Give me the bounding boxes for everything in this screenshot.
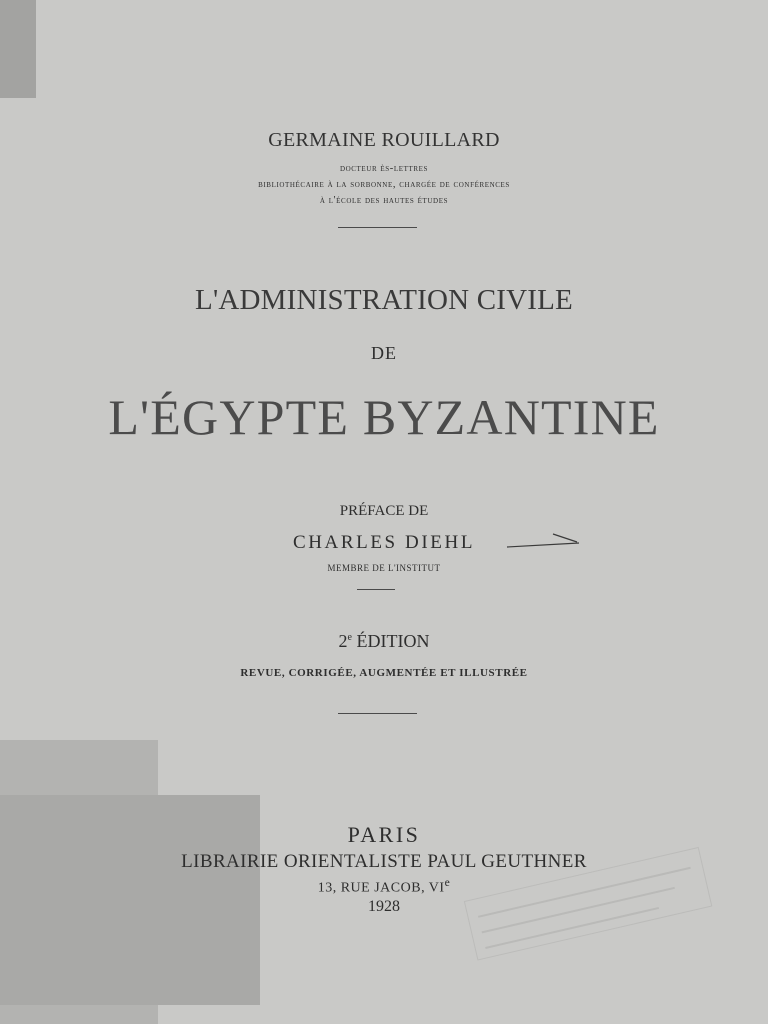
author-name: GERMAINE ROUILLARD [268,129,500,151]
address-text: 13, RUE JACOB, VI [317,880,445,896]
preface-label: PRÉFACE DE [339,503,429,519]
edition-note: REVUE, CORRIGÉE, AUGMENTÉE ET ILLUSTRÉE [240,667,528,679]
edition-suffix: e [347,632,352,643]
divider-rule [357,589,395,590]
author-credential-1: docteur ès-lettres [339,163,429,174]
author-credential-3: à l'école des hautes études [319,195,449,206]
edition-number: 2 [338,631,348,651]
paper-tab [0,0,36,98]
address-suffix: e [444,876,451,889]
pen-mark [505,530,585,552]
book-title-line-1: L'ADMINISTRATION CIVILE [195,284,573,316]
book-title-connector: DE [371,343,397,363]
book-title-line-2: L'ÉGYPTE BYZANTINE [108,389,660,445]
author-credential-2: bibliothécaire à la sorbonne, chargée de conférences [258,179,510,190]
divider-rule [338,227,417,228]
divider-rule [338,713,417,714]
publication-year: 1928 [368,898,400,915]
publisher-name: LIBRAIRIE ORIENTALISTE PAUL GEUTHNER [181,851,587,872]
preface-author: CHARLES DIEHL [292,532,476,553]
edition-label: ÉDITION [356,631,430,651]
edition-line [0,631,768,652]
publication-city: PARIS [347,822,421,847]
preface-author-title: MEMBRE DE L'INSTITUT [327,563,441,573]
